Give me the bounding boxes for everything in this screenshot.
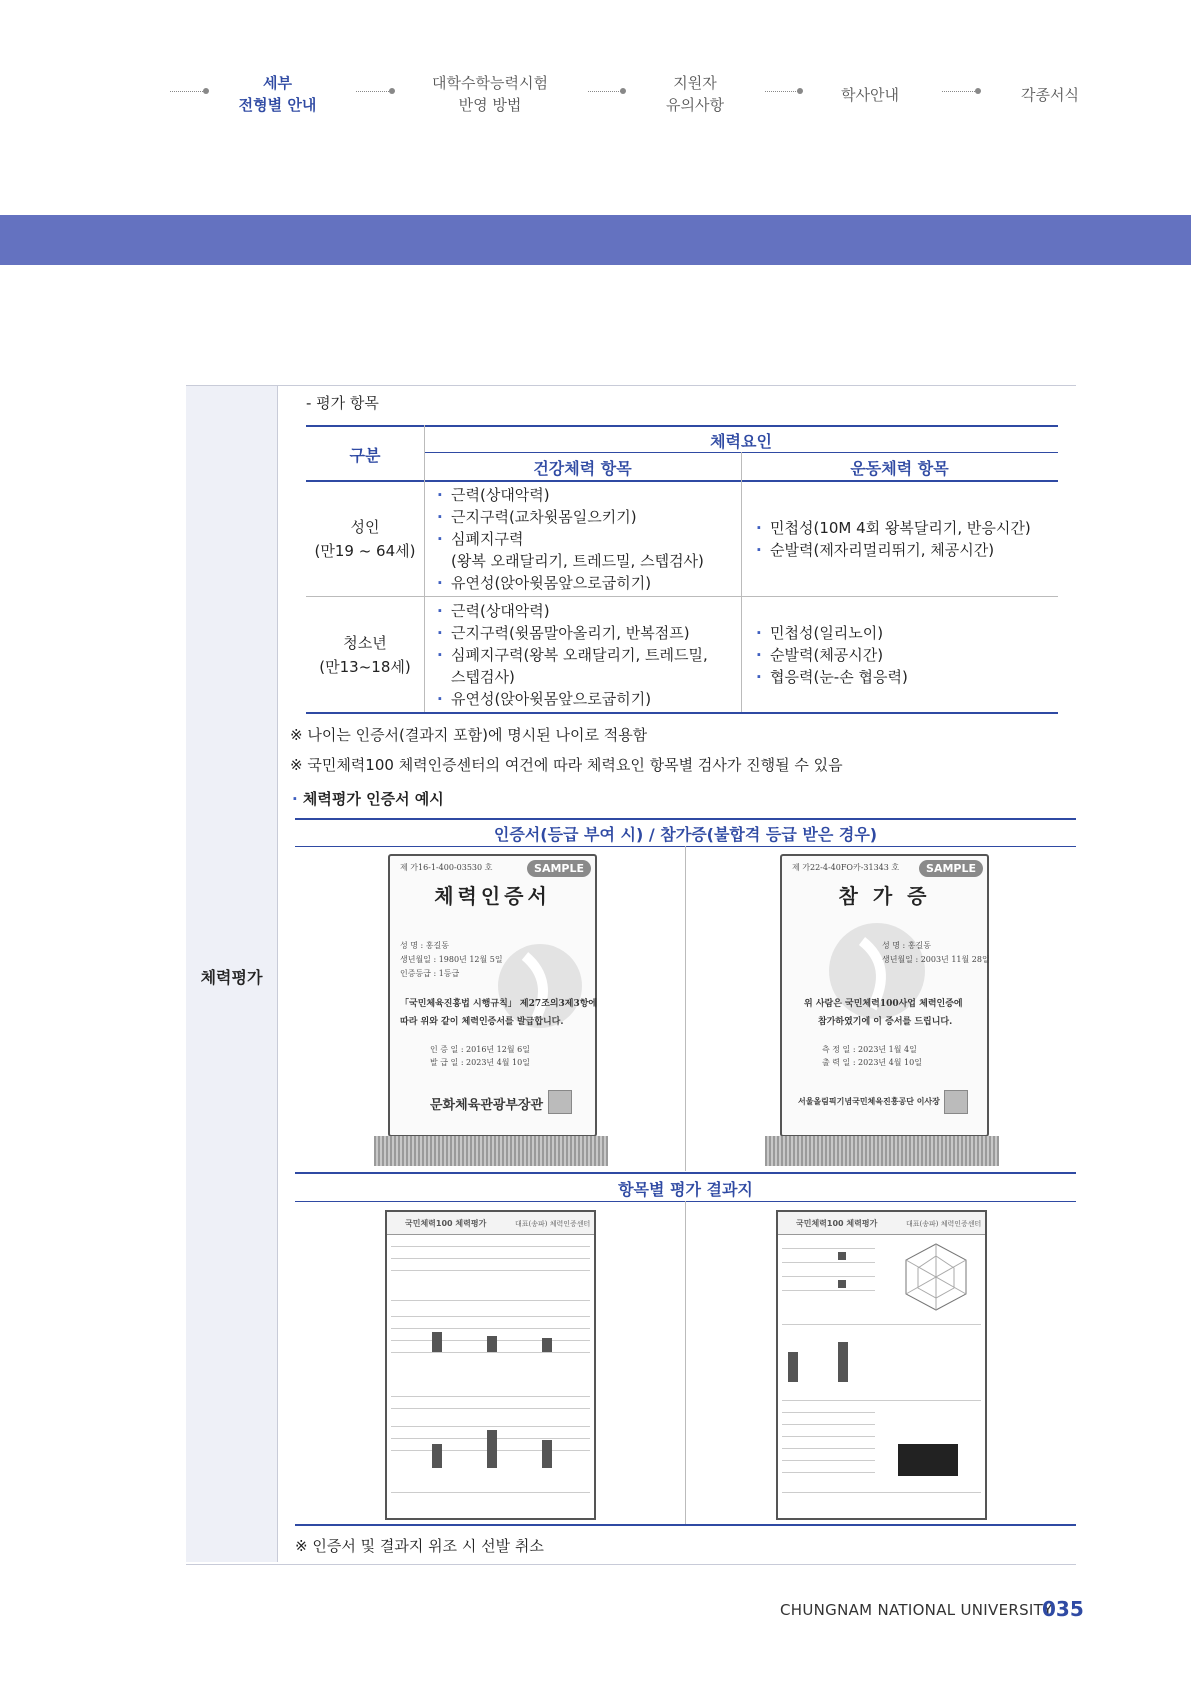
header-sport: 운동체력 항목 [850, 459, 949, 478]
cert-header: 인증서(등급 부여 시) / 참가증(불합격 등급 받은 경우) [493, 825, 878, 844]
list-item: 스텝검사) [451, 668, 515, 686]
table-rule [306, 596, 1058, 597]
part-body: 위 사람은 국민체력100사업 체력인증에 [804, 999, 963, 1009]
header-gubun: 구분 [349, 446, 381, 465]
nav-separator [942, 91, 977, 92]
part-name: 성 명 : 홍길동 [882, 941, 931, 950]
part-title: 참 가 증 [838, 884, 931, 908]
cert-date: 인 증 일 : 2016년 12월 6일 [430, 1045, 530, 1054]
list-item: · 근지구력(교차윗몸일으키기) [437, 506, 704, 528]
nav-dot [203, 88, 209, 94]
cert-number: 제 가16-1-400-03530 호 [400, 863, 493, 872]
list-item: (왕복 오래달리기, 트레드밀, 스텝검사) [451, 552, 704, 570]
list-item: · 근력(상대악력) [437, 484, 704, 506]
nav-dot [620, 88, 626, 94]
radar-chart-icon [896, 1238, 976, 1318]
nav-item-detail[interactable] [220, 72, 335, 116]
example-title-text: 체력평가 인증서 예시 [302, 790, 444, 808]
page-number: 035 [1042, 1597, 1084, 1621]
top-navigation [0, 0, 1191, 140]
list-item: · 순발력(체공시간) [756, 644, 908, 666]
result-sheet-youth-image [776, 1210, 987, 1520]
nav-item-line: 세부 [263, 74, 292, 92]
nav-item-line: 각종서식 [1021, 86, 1079, 104]
cert-grade: 인증등급 : 1등급 [400, 969, 460, 978]
example-title [292, 788, 444, 809]
section-title: - 평가 항목 [306, 394, 379, 412]
group-label: 청소년 [343, 634, 387, 652]
nav-item-line: 학사안내 [841, 86, 899, 104]
seal-icon [944, 1090, 968, 1114]
list-item: · 근지구력(윗몸말아올리기, 반복점프) [437, 622, 708, 644]
age-label: (만13~18세) [319, 658, 411, 676]
table-col-rule [741, 452, 742, 712]
cert-top-rule [295, 818, 1076, 820]
header-factor: 체력요인 [710, 432, 772, 451]
cert-date: 발 급 일 : 2023년 4월 10일 [430, 1058, 530, 1067]
table-bottom-rule [306, 712, 1058, 714]
result-divider [685, 1201, 686, 1524]
fitness-certificate-image [388, 854, 597, 1137]
youth-health-list [437, 600, 708, 710]
result-sheet-title: 국민체력100 체력평가 [796, 1219, 878, 1228]
nav-item-line: 반영 방법 [458, 96, 522, 114]
nav-item-csat[interactable] [420, 72, 560, 116]
part-issuer: 서울올림픽기념국민체육진흥공단 이사장 [798, 1096, 940, 1106]
cert-title: 체력인증서 [434, 884, 551, 908]
part-body: 참가하였기에 이 증서를 드립니다. [818, 1017, 953, 1027]
signature-box [898, 1444, 958, 1476]
nav-item-line: 대학수학능력시험 [432, 74, 548, 92]
result-header: 항목별 평가 결과지 [618, 1180, 753, 1199]
watermark-logo-icon [822, 916, 932, 1026]
nav-item-line: 전형별 안내 [238, 96, 317, 114]
sample-badge: SAMPLE [527, 860, 591, 877]
footer-university: CHUNGNAM NATIONAL UNIVERSITY [780, 1601, 1053, 1619]
cert-divider [685, 846, 686, 1171]
nav-separator [170, 91, 205, 92]
adult-health-list [437, 484, 704, 594]
nav-item-line: 유의사항 [666, 96, 724, 114]
nav-dot [389, 88, 395, 94]
list-item: · 민첩성(일리노이) [756, 622, 908, 644]
age-label: (만19 ~ 64세) [314, 542, 416, 560]
part-date: 측 정 일 : 2023년 1월 4일 [822, 1045, 917, 1054]
list-item: · 근력(상대악력) [437, 600, 708, 622]
adult-sport-list [756, 517, 1031, 561]
note-center: ※ 국민체력100 체력인증센터의 여건에 따라 체력요인 항목별 검사가 진행될 수 있음 [290, 756, 843, 774]
participation-certificate-image [780, 854, 989, 1137]
group-label: 성인 [350, 518, 380, 536]
nav-dot [797, 88, 803, 94]
list-item: · 유연성(앉아윗몸앞으로굽히기) [437, 688, 708, 710]
header-band [0, 215, 1191, 265]
list-item: · 협응력(눈-손 협응력) [756, 666, 908, 688]
nav-item-academic[interactable] [820, 84, 920, 106]
sample-badge: SAMPLE [919, 860, 983, 877]
cert-name: 성 명 : 홍길동 [400, 941, 449, 950]
part-barcode-strip [765, 1136, 999, 1166]
youth-sport-list [756, 622, 908, 688]
nav-dot [975, 88, 981, 94]
result-sheet-adult-image [385, 1210, 596, 1520]
result-top-rule [295, 1172, 1076, 1174]
watermark-logo-icon [495, 926, 585, 1046]
list-item: · 순발력(제자리멀리뛰기, 체공시간) [756, 539, 1031, 561]
result-bottom-rule [295, 1524, 1076, 1526]
cert-birth: 생년월일 : 1980년 12월 5일 [400, 955, 503, 964]
result-sheet-center: 대표(송파) 체력인증센터 [906, 1220, 982, 1228]
forgery-note: ※ 인증서 및 결과지 위조 시 선발 취소 [295, 1537, 544, 1555]
list-item: · 민첩성(10M 4회 왕복달리기, 반응시간) [756, 517, 1031, 539]
result-sheet-center: 대표(송파) 체력인증센터 [515, 1220, 591, 1228]
nav-item-notice[interactable] [650, 72, 740, 116]
nav-separator [356, 91, 391, 92]
header-health: 건강체력 항목 [533, 459, 632, 478]
part-birth: 생년월일 : 2003년 11월 28일 [882, 955, 990, 964]
cert-body: 따라 위와 같이 체력인증서를 발급합니다. [400, 1017, 564, 1027]
row-adult-group [306, 515, 424, 563]
note-age: ※ 나이는 인증서(결과지 포함)에 명시된 나이로 적용함 [290, 726, 648, 744]
cert-body: 「국민체육진흥법 시행규칙」 제27조의3제3항에 [400, 999, 598, 1009]
nav-item-forms[interactable] [1000, 84, 1100, 106]
row-youth-group [306, 631, 424, 679]
nav-item-line: 지원자 [673, 74, 717, 92]
list-item: · 심폐지구력(왕복 오래달리기, 트레드밀, [437, 644, 708, 666]
list-item: · 유연성(앉아윗몸앞으로굽히기) [437, 572, 704, 594]
result-sheet-title: 국민체력100 체력평가 [405, 1219, 487, 1228]
cert-issuer: 문화체육관광부장관 [430, 1098, 544, 1113]
list-item: · 심폐지구력 [437, 528, 704, 550]
table-rule [306, 480, 1058, 482]
part-number: 제 가22-4-40FO카-31343 호 [792, 863, 900, 872]
nav-separator [588, 91, 623, 92]
bullet-icon: · [292, 790, 303, 808]
nav-separator [765, 91, 800, 92]
table-top-rule [306, 425, 1058, 427]
side-label: 체력평가 [200, 968, 263, 987]
part-date: 출 력 일 : 2023년 4월 10일 [822, 1058, 922, 1067]
seal-icon [548, 1090, 572, 1114]
cert-barcode-strip [374, 1136, 608, 1166]
